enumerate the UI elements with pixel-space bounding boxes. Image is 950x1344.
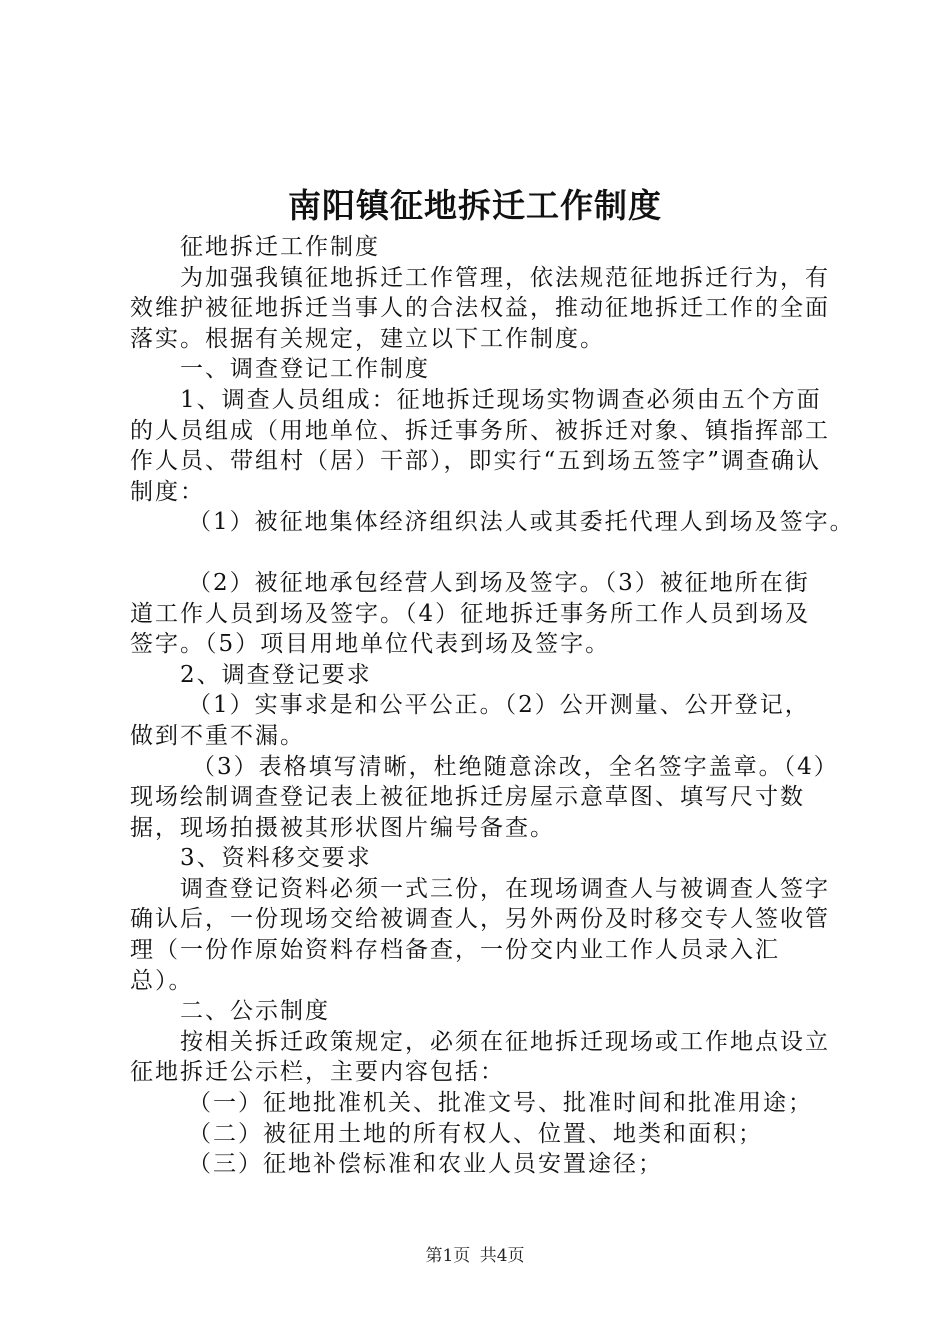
section-heading-2: 二、公示制度 (180, 998, 330, 1025)
paragraph-1-1: 1、调查人员组成：征地拆迁现场实物调查必须由五个方面的人员组成（用地单位、拆迁事务所、被拆迁对象、镇指挥部工作人员、带组村（居）干部），即实行“五到场五签字”调查确认制度： (130, 386, 830, 505)
paragraph-1-1-item-1: （1）被征地集体经济组织法人或其委托代理人到场及签字。 (188, 509, 855, 536)
paragraph-2-item-1: （一）征地批准机关、批准文号、批准时间和批准用途； (188, 1090, 813, 1117)
document-title: 南阳镇征地拆迁工作制度 (288, 186, 662, 225)
page-number: 第1页 (425, 1246, 471, 1266)
intro-paragraph: 为加强我镇征地拆迁工作管理，依法规范征地拆迁行为，有效维护被征地拆迁当事人的合法权益，推动征地拆迁工作的全面落实。根据有关规定，建立以下工作制度。 (130, 264, 830, 352)
paragraph-1-3: 调查登记资料必须一式三份，在现场调查人与被调查人签字确认后，一份现场交给被调查人，另外两份及时移交专人签收管理（一份作原始资料存档备查，一份交内业工作人员录入汇总）。 (130, 875, 830, 994)
paragraph-heading-1-3: 3、资料移交要求 (180, 845, 372, 872)
page-footer (0, 1244, 950, 1268)
section-heading-1: 一、调查登记工作制度 (180, 356, 430, 383)
document-body (130, 232, 855, 1180)
paragraph-1-2-items-1-2: （1）实事求是和公平公正。（2）公开测量、公开登记，做到不重不漏。 (130, 692, 810, 749)
paragraph-heading-1-2: 2、调查登记要求 (180, 661, 372, 688)
paragraph-1-1-items-2-5: （2）被征地承包经营人到场及签字。（3）被征地所在街道工作人员到场及签字。（4）征地拆迁事务所工作人员到场及签字。（5）项目用地单位代表到场及签字。 (130, 569, 811, 658)
subtitle-paragraph: 征地拆迁工作制度 (180, 234, 380, 260)
page-total: 共4页 (479, 1246, 525, 1266)
paragraph-2-item-3: （三）征地补偿标准和农业人员安置途径； (188, 1151, 663, 1178)
paragraph-gap (130, 538, 832, 568)
paragraph-2-item-2: （二）被征用土地的所有权人、位置、地类和面积； (188, 1120, 763, 1147)
paragraph-2: 按相关拆迁政策规定，必须在征地拆迁现场或工作地点设立征地拆迁公示栏，主要内容包括： (130, 1028, 830, 1086)
paragraph-1-2-items-3-4: （3）表格填写清晰，杜绝随意涂改，全名签字盖章。（4）现场绘制调查登记表上被征地拆迁房屋示意草图、填写尺寸数据，现场拍摄被其形状图片编号备查。 (130, 753, 828, 841)
